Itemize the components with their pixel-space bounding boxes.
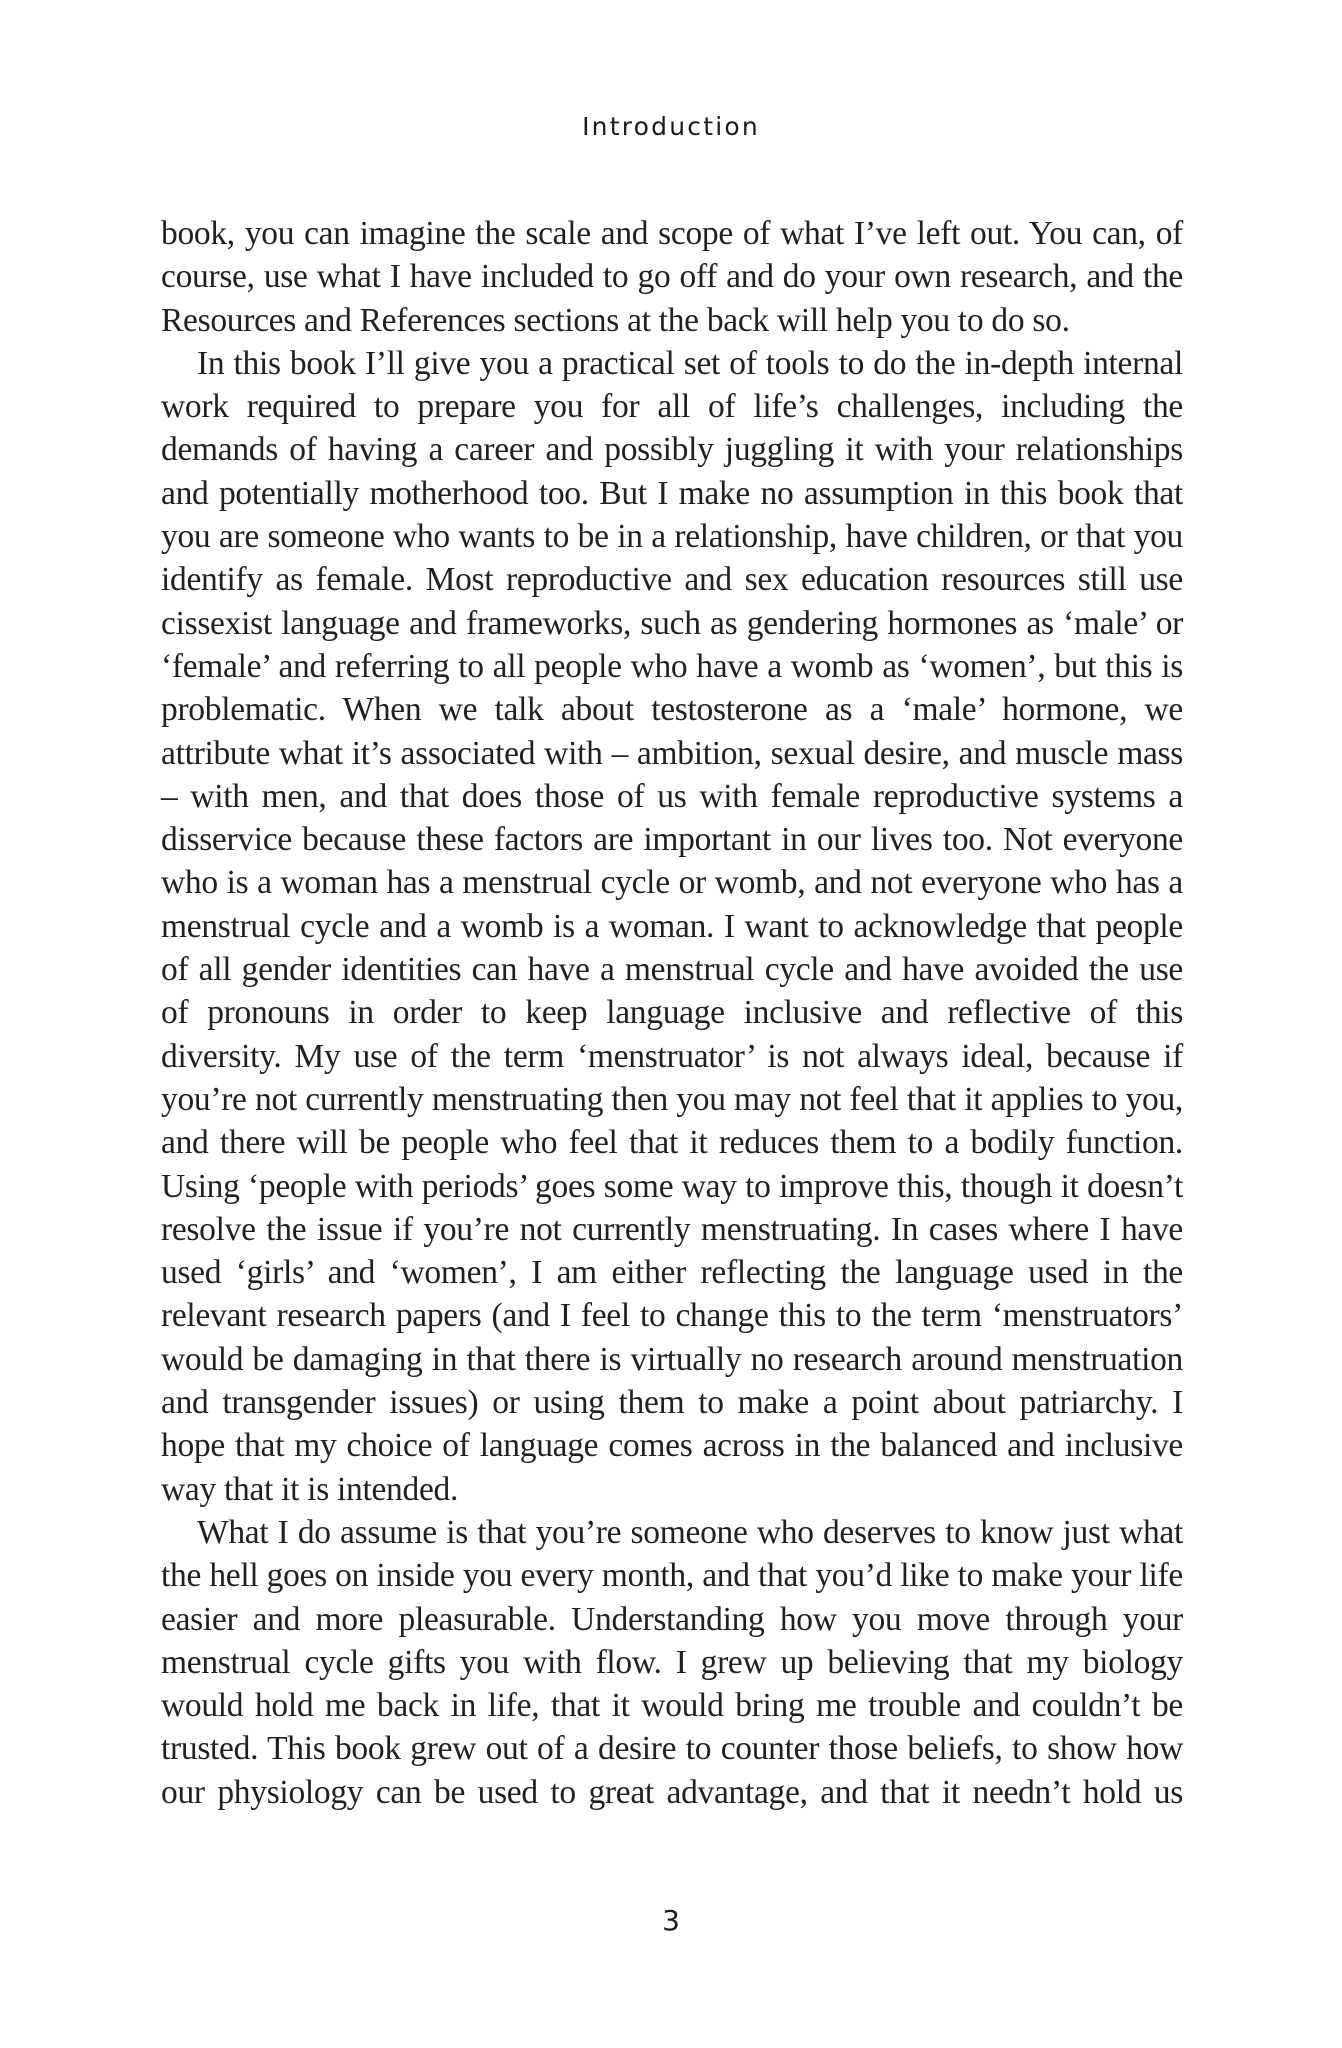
paragraph-language-note: In this book I’ll give you a practical set of tools to do the in-depth internal work required to prepare you for all of life’s challenges, including the demands of having a career and possibly juggling it with your relationships and potentially motherhood too. But I make no assumption in this book that you are someone who wants to be in a relationship, have children, or that you identify as female. Most reproductive and sex education resources still use cissexist language and frameworks, such as gendering hormones as ‘male’ or ‘female’ and referring to all people who have a womb as ‘women’, but this is problematic. When we talk about testosterone as a ‘male’ hormone, we attribute what it’s associated with – ambition, sexual desire, and muscle mass – with men, and that does those of us with female reproductive systems a disservice because these factors are important in our lives too. Not everyone who is a woman has a menstrual cycle or womb, and not everyone who has a menstrual cycle and a womb is a woman. I want to acknowledge that people of all gender identities can have a menstrual cycle and have avoided the use of pronouns in order to keep language inclusive and reflective of this diversity. My use of the term ‘menstruator’ is not always ideal, because if you’re not currently menstruating then you may not feel that it applies to you, and there will be people who feel that it reduces them to a bodily function. Using ‘people with periods’ goes some way to improve this, though it doesn’t resolve the issue if you’re not currently menstruating. In cases where I have used ‘girls’ and ‘women’, I am either reflecting the language used in the relevant research papers (and I feel to change this to the term ‘menstruators’ would be damaging in that there is virtually no research around menstruation and transgender issues) or using them to make a point about patriarchy. I hope that my choice of language comes across in the balanced and inclusive way that it is intended.: [161, 344, 1183, 1508]
page-number: 3: [662, 1904, 680, 1937]
body-text: [161, 212, 1183, 1814]
running-head: Introduction: [582, 112, 760, 141]
paragraph-assumptions: What I do assume is that you’re someone who deserves to know just what the hell goes on inside you every month, and that you’d like to make your life easier and more pleasurable. Understanding how you move through your menstrual cycle gifts you with flow. I grew up believing that my biology would hold me back in life, that it would bring me trouble and couldn’t be trusted. This book grew out of a desire to counter those beliefs, to show how our physiology can be used to great advantage, and that it needn’t hold us: [161, 1513, 1183, 1811]
paragraph-continued: book, you can imagine the scale and scope of what I’ve left out. You can, of course, use what I have included to go off and do your own research, and the Resources and References sections at the back will help you to do so.: [161, 215, 1183, 339]
